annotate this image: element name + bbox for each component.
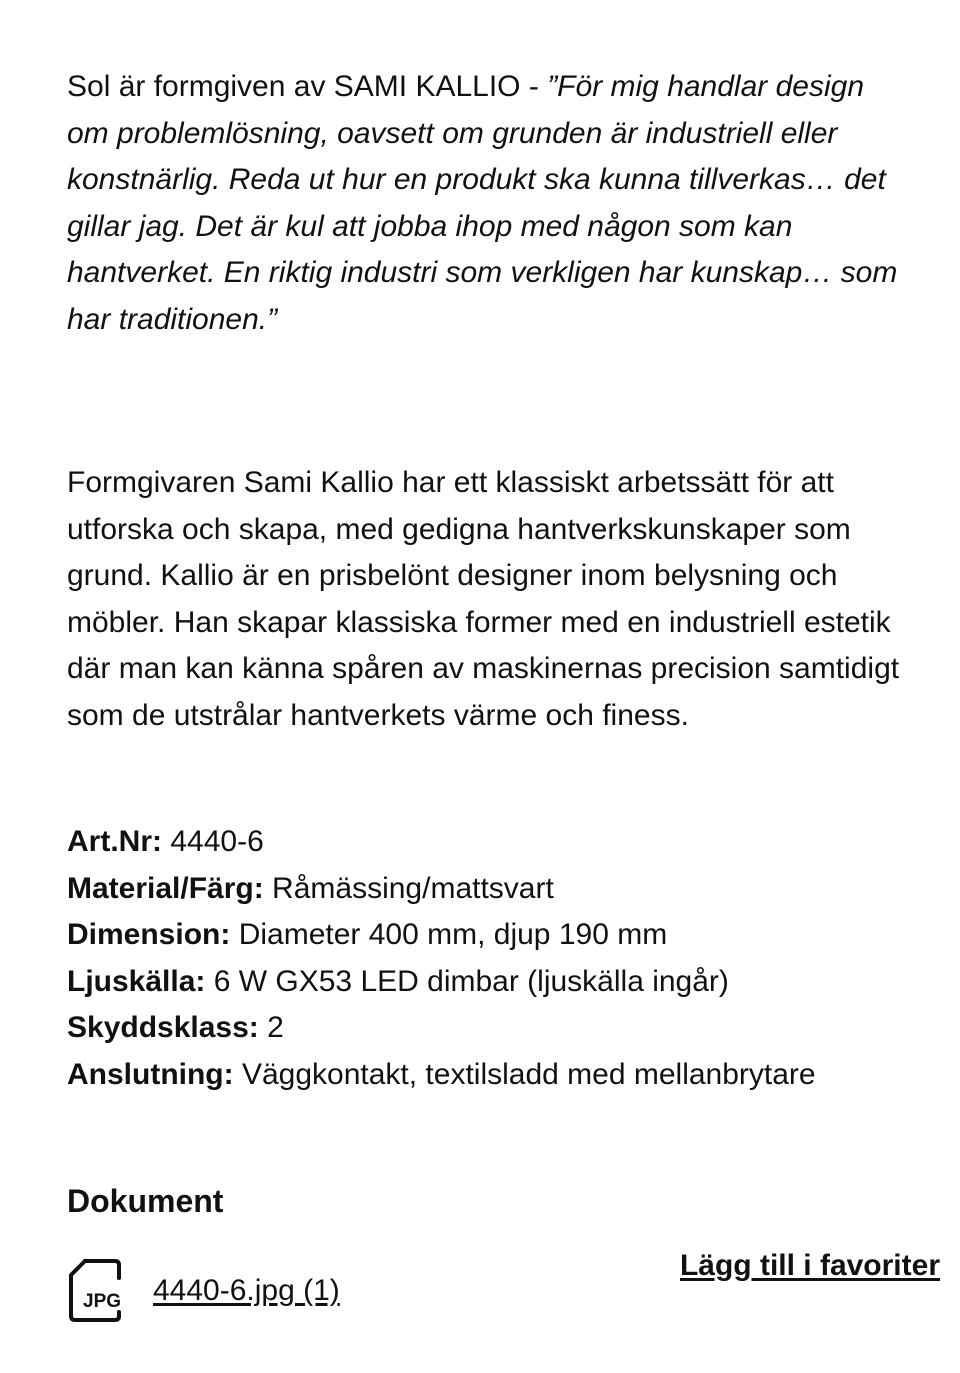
spec-value: Väggkontakt, textilsladd med mellanbrytare — [233, 1057, 816, 1091]
designer-quote-paragraph — [67, 64, 907, 343]
spec-row-material — [67, 866, 907, 913]
spec-row-art-nr — [67, 819, 907, 866]
document-file-link[interactable]: 4440-6.jpg (1) — [153, 1274, 340, 1307]
spec-value: 2 — [258, 1011, 284, 1044]
spec-value: 4440-6 — [162, 825, 264, 858]
spec-list — [67, 819, 907, 1098]
add-to-favorites-link[interactable]: Lägg till i favoriter — [679, 1249, 940, 1282]
spec-key: Material/Färg: — [67, 871, 264, 905]
spec-key: Anslutning: — [67, 1057, 234, 1091]
spec-key: Dimension: — [67, 918, 231, 951]
spec-row-connection — [67, 1052, 907, 1099]
spec-value: Diameter 400 mm, djup 190 mm — [230, 918, 668, 951]
spec-key: Art.Nr: — [67, 825, 162, 858]
documents-heading: Dokument — [67, 1183, 224, 1219]
spec-value: Råmässing/mattsvart — [263, 871, 554, 905]
spec-row-light-source — [67, 959, 907, 1006]
spec-key: Skyddsklass: — [67, 1011, 259, 1044]
spec-value: 6 W GX53 LED dimbar (ljuskälla ingår) — [205, 964, 729, 998]
designer-quote: ”För mig handlar design om problemlösning, oavsett om grunden är industriell eller konstnärlig. Reda ut hur en produkt ska kunna tillverkas… det gillar jag. Det är kul att jobba ihop med någon som kan hantverket. En riktig industri som verkligen har kunskap… som har traditionen.” — [67, 70, 898, 336]
jpg-file-icon[interactable] — [67, 1258, 129, 1324]
spec-row-dimension — [67, 912, 907, 959]
designer-bio: Formgivaren Sami Kallio har ett klassiskt arbetssätt för att utforska och skapa, med gedigna hantverkskunskaper som grund. Kallio är en prisbelönt designer inom belysning och möbler. Han skapar klassiska former med en industriell estetik där man kan känna spåren av maskinernas precision samtidigt som de utstrålar hantverkets värme och finess. — [67, 466, 900, 732]
spec-key: Ljuskälla: — [67, 964, 206, 998]
document-item — [67, 1258, 340, 1324]
jpg-icon-label: JPG — [83, 1291, 122, 1312]
designer-intro: Sol är formgiven av SAMI KALLIO - — [67, 70, 548, 103]
product-description — [67, 64, 907, 1098]
spec-row-protection-class — [67, 1005, 907, 1052]
